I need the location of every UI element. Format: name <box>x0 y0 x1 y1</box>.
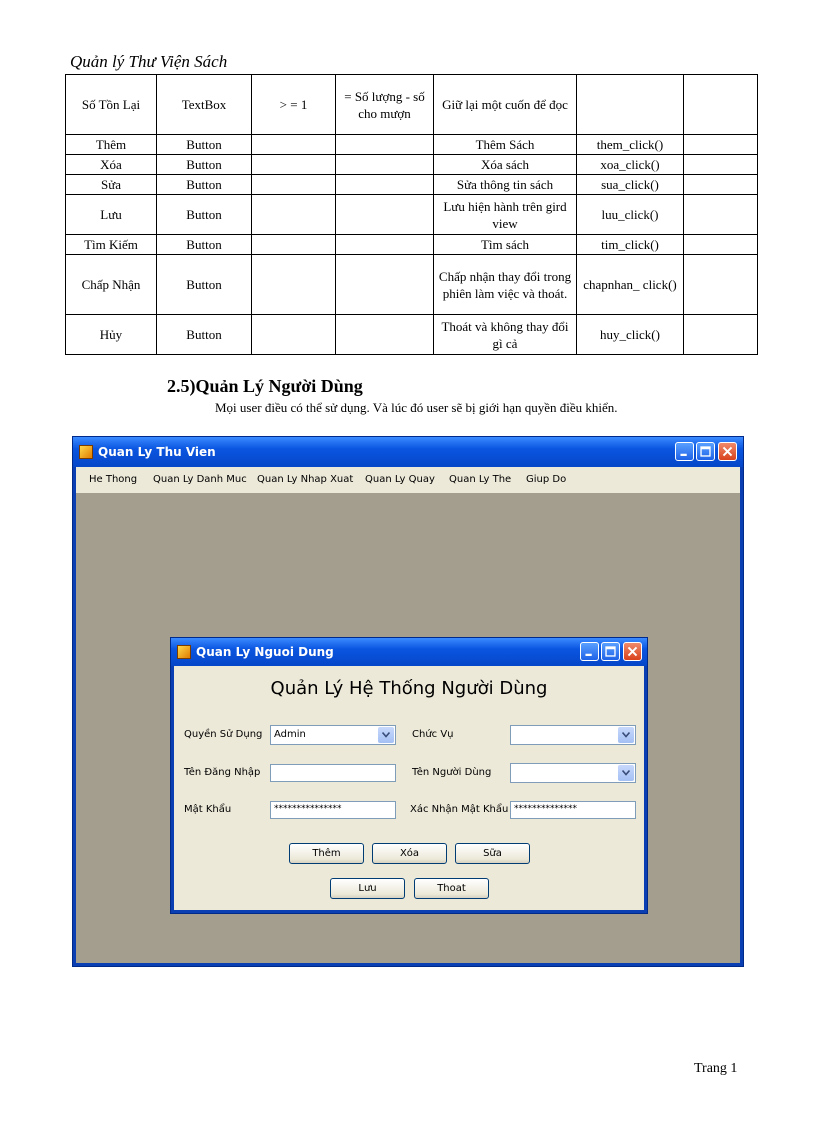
table-cell: Số Tồn Lại <box>66 75 157 135</box>
table-cell <box>336 195 434 235</box>
table-cell: > = 1 <box>252 75 336 135</box>
table-cell: Sửa thông tin sách <box>434 175 577 195</box>
chuc-vu-combo[interactable] <box>510 725 636 745</box>
table-row <box>66 155 758 175</box>
table-cell: Tìm sách <box>434 235 577 255</box>
table-row <box>66 75 758 135</box>
user-management-dialog <box>170 637 648 914</box>
table-cell <box>336 175 434 195</box>
menu-giup-do[interactable]: Giup Do <box>526 474 567 485</box>
table-cell: chapnhan_ click() <box>577 255 684 315</box>
xoa-button[interactable]: Xóa <box>372 843 447 864</box>
menu-quan-ly-danh-muc[interactable]: Quan Ly Danh Muc <box>153 474 247 485</box>
table-cell <box>684 195 758 235</box>
table-cell <box>252 195 336 235</box>
table-cell <box>684 175 758 195</box>
menubar <box>76 467 740 493</box>
table-cell: Chấp nhận thay đổi trong phiên làm việc và thoát. <box>434 255 577 315</box>
table-cell <box>684 155 758 175</box>
spec-table <box>65 74 758 355</box>
table-cell: Giữ lại một cuốn để đọc <box>434 75 577 135</box>
table-row <box>66 235 758 255</box>
table-cell <box>684 135 758 155</box>
table-row <box>66 315 758 355</box>
ten-dang-nhap-input[interactable] <box>270 764 396 782</box>
chevron-down-icon[interactable] <box>618 765 634 781</box>
table-cell: Sửa <box>66 175 157 195</box>
table-row <box>66 135 758 155</box>
table-cell: Button <box>157 135 252 155</box>
chevron-down-icon[interactable] <box>618 727 634 743</box>
table-cell: Button <box>157 315 252 355</box>
table-cell <box>336 255 434 315</box>
dialog-close-button[interactable] <box>623 642 642 661</box>
table-cell <box>336 135 434 155</box>
chevron-down-icon[interactable] <box>378 727 394 743</box>
table-cell <box>252 155 336 175</box>
table-cell: huy_click() <box>577 315 684 355</box>
label-chuc-vu: Chức Vụ <box>412 729 454 740</box>
table-row <box>66 195 758 235</box>
table-cell: Chấp Nhận <box>66 255 157 315</box>
menu-quan-ly-quay[interactable]: Quan Ly Quay <box>365 474 435 485</box>
them-button[interactable]: Thêm <box>289 843 364 864</box>
table-cell: Lưu hiện hành trên gird view <box>434 195 577 235</box>
ten-nguoi-dung-combo[interactable] <box>510 763 636 783</box>
table-cell <box>684 255 758 315</box>
table-cell: Thoát và không thay đổi gì cả <box>434 315 577 355</box>
table-cell <box>684 235 758 255</box>
table-cell: tim_click() <box>577 235 684 255</box>
page-number: Trang 1 <box>694 1061 738 1076</box>
document-header-title: Quản lý Thư Viện Sách <box>70 52 228 71</box>
table-cell <box>252 255 336 315</box>
minimize-button[interactable] <box>675 442 694 461</box>
close-button[interactable] <box>718 442 737 461</box>
table-cell: Xóa sách <box>434 155 577 175</box>
form-heading: Quản Lý Hệ Thống Người Dùng <box>270 678 548 699</box>
table-cell: Thêm Sách <box>434 135 577 155</box>
table-cell <box>336 155 434 175</box>
dialog-body <box>174 666 644 910</box>
menu-he-thong[interactable]: He Thong <box>89 474 138 485</box>
label-ten-nguoi-dung: Tên Người Dùng <box>412 767 492 778</box>
app-icon <box>79 445 93 459</box>
main-window-title: Quan Ly Thu Vien <box>98 445 216 459</box>
table-cell: xoa_click() <box>577 155 684 175</box>
table-cell: Button <box>157 195 252 235</box>
table-row <box>66 175 758 195</box>
table-cell <box>252 135 336 155</box>
main-titlebar[interactable] <box>73 437 743 467</box>
quyen-su-dung-value: Admin <box>274 729 306 740</box>
table-cell: Xóa <box>66 155 157 175</box>
table-cell: luu_click() <box>577 195 684 235</box>
table-cell: Button <box>157 175 252 195</box>
quyen-su-dung-combo[interactable] <box>270 725 396 745</box>
dialog-app-icon <box>177 645 191 659</box>
table-cell: sua_click() <box>577 175 684 195</box>
maximize-button[interactable] <box>696 442 715 461</box>
xac-nhan-mat-khau-input[interactable]: ************** <box>510 801 636 819</box>
main-window <box>72 436 744 967</box>
label-quyen-su-dung: Quyền Sử Dụng <box>184 729 263 740</box>
table-cell <box>684 315 758 355</box>
label-xac-nhan-mat-khau: Xác Nhận Mật Khẩu <box>410 804 509 815</box>
dialog-titlebar[interactable] <box>171 638 647 666</box>
table-cell: TextBox <box>157 75 252 135</box>
table-cell: Button <box>157 255 252 315</box>
table-cell: Button <box>157 235 252 255</box>
table-cell <box>252 315 336 355</box>
luu-button[interactable]: Lưu <box>330 878 405 899</box>
table-cell: Tìm Kiếm <box>66 235 157 255</box>
table-cell <box>336 235 434 255</box>
mdi-client-area <box>76 493 740 963</box>
table-cell <box>252 175 336 195</box>
section-body: Mọi user điều có thể sử dụng. Và lúc đó user sẽ bị giới hạn quyền điều khiển. <box>215 400 618 415</box>
menu-quan-ly-nhap-xuat[interactable]: Quan Ly Nhap Xuat <box>257 474 354 485</box>
section-heading: 2.5)Quản Lý Người Dùng <box>167 376 363 396</box>
dialog-maximize-button[interactable] <box>601 642 620 661</box>
table-cell <box>252 235 336 255</box>
table-cell: them_click() <box>577 135 684 155</box>
dialog-minimize-button[interactable] <box>580 642 599 661</box>
menu-quan-ly-the[interactable]: Quan Ly The <box>449 474 512 485</box>
table-cell: Thêm <box>66 135 157 155</box>
table-cell: Lưu <box>66 195 157 235</box>
label-ten-dang-nhap: Tên Đăng Nhập <box>184 767 261 778</box>
table-cell: Hủy <box>66 315 157 355</box>
table-cell: = Số lượng - số cho mượn <box>336 75 434 135</box>
label-mat-khau: Mật Khẩu <box>184 804 232 815</box>
mat-khau-input[interactable]: *************** <box>270 801 396 819</box>
table-cell <box>684 75 758 135</box>
sua-button[interactable]: Sữa <box>455 843 530 864</box>
table-cell <box>336 315 434 355</box>
dialog-title: Quan Ly Nguoi Dung <box>196 645 334 659</box>
table-row <box>66 255 758 315</box>
table-cell <box>577 75 684 135</box>
table-cell: Button <box>157 155 252 175</box>
thoat-button[interactable]: Thoat <box>414 878 489 899</box>
